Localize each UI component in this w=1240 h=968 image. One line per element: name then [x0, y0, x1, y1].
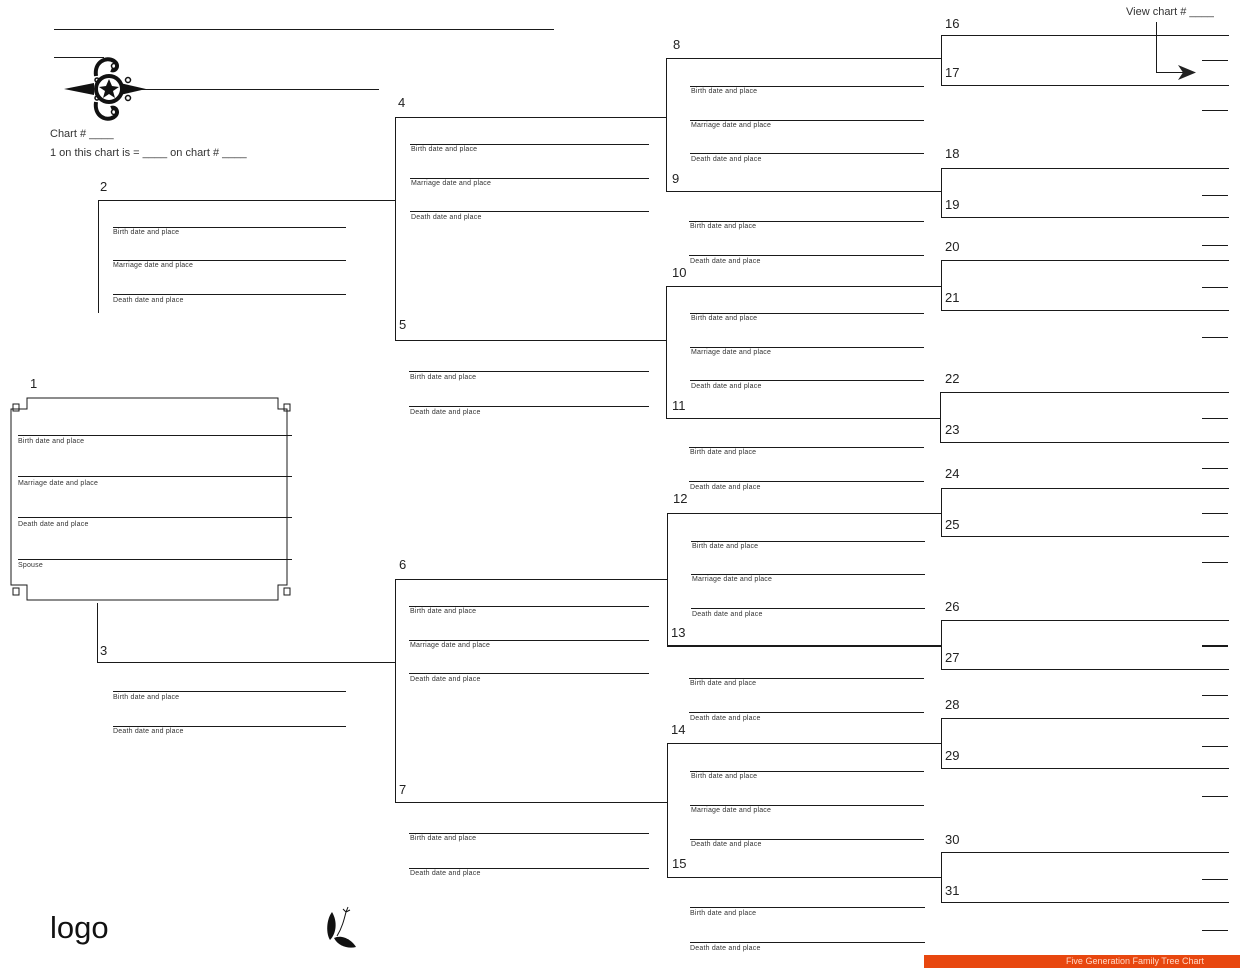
person-8-name-field[interactable] [666, 58, 941, 59]
person-8-death-field[interactable] [690, 153, 924, 154]
person-4-birth-field[interactable] [410, 144, 649, 145]
continuation-line[interactable] [1202, 695, 1228, 696]
person-number-28: 28 [945, 697, 960, 712]
person-6-name-field[interactable] [395, 579, 667, 580]
connector-1-2 [98, 200, 99, 313]
connector-9-18-19 [941, 168, 942, 217]
footer-title: Five Generation Family Tree Chart [1065, 956, 1204, 966]
connector-5-10-11 [666, 286, 667, 418]
person-number-22: 22 [945, 371, 960, 386]
view-chart-label: View chart # ____ [1126, 6, 1214, 18]
person-12-marriage-field[interactable] [691, 574, 925, 575]
connector-3-6-7 [395, 579, 396, 802]
decorative-flourish-icon [64, 56, 146, 126]
person-10-death-field[interactable] [690, 380, 924, 381]
person-8-birth-label: Birth date and place [691, 88, 758, 95]
person-8-birth-field[interactable] [690, 86, 924, 87]
connector-12-24-25 [941, 488, 942, 536]
person-1-spouse-label: Spouse [18, 562, 43, 569]
person-29-name-field[interactable] [941, 768, 1229, 769]
person-number-19: 19 [945, 197, 960, 212]
person-3-death-field[interactable] [113, 726, 346, 727]
continuation-line[interactable] [1202, 245, 1228, 246]
person-22-name-field[interactable] [940, 392, 1229, 393]
person-25-name-field[interactable] [941, 536, 1229, 537]
continuation-line[interactable] [1202, 645, 1228, 647]
person-15-name-field[interactable] [667, 877, 941, 878]
person-31-name-field[interactable] [941, 902, 1229, 903]
person-number-17: 17 [945, 65, 960, 80]
person-5-birth-field[interactable] [409, 371, 649, 372]
person-6-birth-field[interactable] [409, 606, 649, 607]
person-5-name-field[interactable] [395, 340, 667, 341]
person-12-birth-label: Birth date and place [692, 543, 759, 550]
view-chart-pointer-line [1156, 22, 1157, 72]
person-12-marriage-label: Marriage date and place [692, 576, 773, 583]
person-13-birth-label: Birth date and place [690, 680, 757, 687]
person-8-marriage-label: Marriage date and place [691, 122, 772, 129]
person-number-3: 3 [100, 643, 108, 658]
person-12-death-label: Death date and place [692, 611, 763, 618]
person-5-death-field[interactable] [409, 406, 649, 407]
person-number-11: 11 [672, 398, 686, 413]
person-15-birth-label: Birth date and place [690, 910, 757, 917]
person-6-death-field[interactable] [409, 673, 649, 674]
person-15-death-label: Death date and place [690, 945, 761, 952]
person-4-marriage-label: Marriage date and place [411, 180, 492, 187]
person-4-birth-label: Birth date and place [411, 146, 478, 153]
person-30-name-field[interactable] [941, 852, 1229, 853]
person-10-birth-field[interactable] [690, 313, 924, 314]
person-11-death-label: Death date and place [690, 484, 761, 491]
person-number-8: 8 [673, 37, 681, 52]
connector-11-22-23 [940, 392, 941, 442]
person-14-death-label: Death date and place [691, 841, 762, 848]
person-number-25: 25 [945, 517, 960, 532]
person-4-death-label: Death date and place [411, 214, 482, 221]
person-number-31: 31 [945, 883, 960, 898]
person-2-birth-field[interactable] [113, 227, 346, 228]
connector-4-8-9 [666, 58, 667, 191]
person-7-birth-label: Birth date and place [410, 835, 477, 842]
person-3-birth-field[interactable] [113, 691, 346, 692]
person-10-marriage-label: Marriage date and place [691, 349, 772, 356]
chart-link-text: 1 on this chart is = ____ on chart # ____ [50, 147, 247, 159]
person-4-death-field[interactable] [410, 211, 649, 212]
person-28-name-field[interactable] [941, 718, 1229, 719]
continuation-line[interactable] [1202, 60, 1228, 61]
person-14-marriage-field[interactable] [690, 805, 924, 806]
person-number-18: 18 [945, 146, 960, 161]
person-2-death-field[interactable] [113, 294, 346, 295]
person-13-name-field[interactable] [667, 645, 941, 647]
person-10-birth-label: Birth date and place [691, 315, 758, 322]
person-11-birth-field[interactable] [689, 447, 924, 448]
continuation-line[interactable] [1202, 337, 1228, 338]
person-number-2: 2 [100, 179, 108, 194]
person-number-27: 27 [945, 650, 960, 665]
person-3-birth-label: Birth date and place [113, 694, 180, 701]
person-6-death-label: Death date and place [410, 676, 481, 683]
person-26-name-field[interactable] [941, 620, 1229, 621]
person-number-5: 5 [399, 317, 407, 332]
person-20-name-field[interactable] [941, 260, 1229, 261]
family-name-line[interactable] [54, 29, 554, 30]
connector-8-16-17 [941, 35, 942, 85]
person-number-21: 21 [945, 290, 960, 305]
person-12-name-field[interactable] [667, 513, 941, 514]
person-number-13: 13 [671, 625, 686, 640]
continuation-line[interactable] [1202, 468, 1228, 469]
continuation-line[interactable] [1202, 418, 1228, 419]
person-number-6: 6 [399, 557, 407, 572]
person-1-marriage-label: Marriage date and place [18, 480, 99, 487]
person-3-death-label: Death date and place [113, 728, 184, 735]
person-21-name-field[interactable] [941, 310, 1229, 311]
person-number-1: 1 [30, 376, 38, 391]
person-1-birth-label: Birth date and place [18, 438, 85, 445]
person-19-name-field[interactable] [941, 217, 1229, 218]
person-3-name-field[interactable] [97, 662, 395, 663]
logo-placeholder: logo [50, 910, 109, 945]
person-number-4: 4 [398, 95, 406, 110]
connector-2-4-5 [395, 117, 396, 340]
person-4-name-field[interactable] [395, 117, 667, 118]
person-2-death-label: Death date and place [113, 297, 184, 304]
person-1-frame [9, 396, 299, 604]
leaf-sprig-icon [324, 906, 360, 950]
continuation-line[interactable] [1202, 562, 1228, 563]
person-13-birth-field[interactable] [689, 678, 924, 679]
person-9-name-field[interactable] [666, 191, 941, 192]
person-14-birth-field[interactable] [690, 771, 924, 772]
person-11-death-field[interactable] [689, 481, 924, 482]
continuation-line[interactable] [1202, 930, 1228, 931]
person-16-name-field[interactable] [941, 35, 1229, 36]
arrow-right-icon [1178, 65, 1196, 80]
person-number-30: 30 [945, 832, 960, 847]
continuation-line[interactable] [1202, 287, 1228, 288]
person-8-marriage-field[interactable] [690, 120, 924, 121]
person-number-12: 12 [673, 491, 688, 506]
person-number-26: 26 [945, 599, 960, 614]
person-7-name-field[interactable] [395, 802, 667, 803]
person-1-marriage-field[interactable] [18, 517, 292, 518]
continuation-line[interactable] [1202, 879, 1228, 880]
person-7-death-field[interactable] [409, 868, 649, 869]
person-7-death-label: Death date and place [410, 870, 481, 877]
person-7-birth-field[interactable] [409, 833, 649, 834]
person-number-20: 20 [945, 239, 960, 254]
person-11-birth-label: Birth date and place [690, 449, 757, 456]
connector-7-14-15 [667, 743, 668, 877]
person-number-16: 16 [945, 16, 960, 31]
person-number-29: 29 [945, 748, 960, 763]
person-9-birth-label: Birth date and place [690, 223, 757, 230]
connector-13-26-27 [941, 620, 942, 669]
person-1-name-field[interactable] [18, 435, 292, 436]
person-11-name-field[interactable] [666, 418, 941, 419]
person-1-death-field[interactable] [18, 559, 292, 560]
chart-number-label: Chart # ____ [50, 128, 114, 140]
person-14-birth-label: Birth date and place [691, 773, 758, 780]
person-10-death-label: Death date and place [691, 383, 762, 390]
person-24-name-field[interactable] [941, 488, 1229, 489]
continuation-line[interactable] [1202, 110, 1228, 111]
person-15-birth-field[interactable] [690, 907, 925, 908]
person-12-birth-field[interactable] [691, 541, 925, 542]
continuation-line[interactable] [1202, 513, 1228, 514]
person-number-10: 10 [672, 265, 687, 280]
person-13-death-field[interactable] [689, 712, 924, 713]
person-5-death-label: Death date and place [410, 409, 481, 416]
person-2-name-field[interactable] [98, 200, 395, 201]
person-4-marriage-field[interactable] [410, 178, 649, 179]
person-number-24: 24 [945, 466, 960, 481]
connector-14-28-29 [941, 718, 942, 768]
connector-6-12-13 [667, 513, 668, 646]
person-number-23: 23 [945, 422, 960, 437]
person-9-birth-field[interactable] [689, 221, 924, 222]
person-13-death-label: Death date and place [690, 715, 761, 722]
connector-15-30-31 [941, 852, 942, 902]
connector-1-3 [97, 603, 98, 662]
person-10-marriage-field[interactable] [690, 347, 924, 348]
continuation-line[interactable] [1202, 746, 1228, 747]
person-12-death-field[interactable] [691, 608, 925, 609]
person-6-marriage-label: Marriage date and place [410, 642, 491, 649]
person-23-name-field[interactable] [940, 442, 1229, 443]
continuation-line[interactable] [1202, 796, 1228, 797]
person-6-marriage-field[interactable] [409, 640, 649, 641]
person-8-death-label: Death date and place [691, 156, 762, 163]
person-5-birth-label: Birth date and place [410, 374, 477, 381]
person-10-name-field[interactable] [666, 286, 941, 287]
person-number-7: 7 [399, 782, 407, 797]
person-9-death-label: Death date and place [690, 258, 761, 265]
continuation-line[interactable] [1202, 195, 1228, 196]
person-6-birth-label: Birth date and place [410, 608, 477, 615]
person-14-death-field[interactable] [690, 839, 924, 840]
person-27-name-field[interactable] [941, 669, 1229, 670]
footer-banner [924, 955, 1240, 968]
person-17-name-field[interactable] [941, 85, 1229, 86]
person-14-name-field[interactable] [667, 743, 941, 744]
subtitle-line-right[interactable] [140, 89, 379, 90]
person-1-death-label: Death date and place [18, 521, 89, 528]
person-18-name-field[interactable] [941, 168, 1229, 169]
person-1-birth-field[interactable] [18, 476, 292, 477]
person-2-marriage-field[interactable] [113, 260, 346, 261]
person-2-marriage-label: Marriage date and place [113, 262, 194, 269]
person-number-9: 9 [672, 171, 680, 186]
person-number-15: 15 [672, 856, 687, 871]
person-2-birth-label: Birth date and place [113, 229, 180, 236]
person-14-marriage-label: Marriage date and place [691, 807, 772, 814]
person-9-death-field[interactable] [689, 255, 924, 256]
person-15-death-field[interactable] [690, 942, 925, 943]
connector-10-20-21 [941, 260, 942, 310]
person-number-14: 14 [671, 722, 686, 737]
